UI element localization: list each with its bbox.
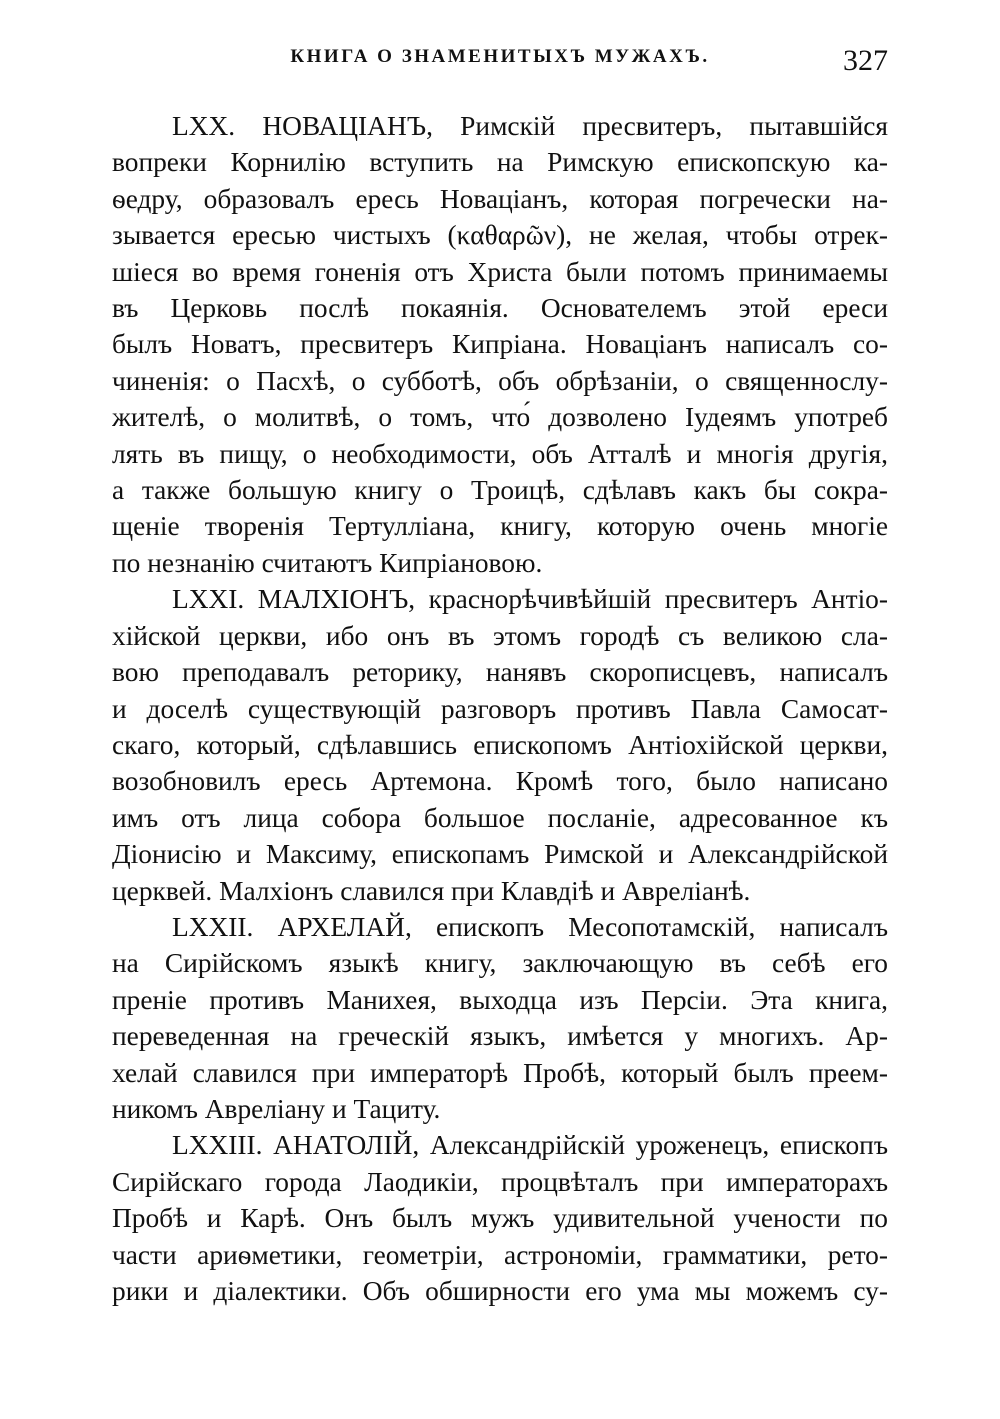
text-line: никомъ Авреліану и Тациту. [112, 1093, 441, 1124]
text-line: LXXIII. АНАТОЛІЙ, Александрійскій уроженецъ, епископъ [172, 1130, 888, 1161]
text-line: церквей. Малхіонъ славился при Клавдіѣ и Авреліанѣ. [112, 875, 751, 906]
paragraph-archelaus [112, 909, 888, 1127]
text-line: ѳедру, образовалъ ересь Новаціанъ, которая погречески на- [112, 183, 888, 214]
paragraph-malchion [112, 581, 888, 909]
running-title: КНИГА О ЗНАМЕНИТЫХЪ МУЖАХЪ. [290, 46, 710, 67]
text-line: чиненія: о Пасхѣ, о субботѣ, объ обрѣзаніи, о священнослу- [112, 365, 888, 396]
text-line: рики и діалектики. Объ обширности его ума мы можемъ су- [112, 1276, 888, 1306]
text-line: щеніе творенія Тертулліана, книгу, которую очень многіе [112, 511, 888, 542]
text-line: зывается ересью чистыхъ (καθαρῶν), не желая, чтобы отрек- [112, 220, 888, 251]
text-line: LXXII. АРХЕЛАЙ, епископъ Месопотамскій, написалъ [172, 911, 888, 942]
text-line: былъ Новатъ, пресвитеръ Кипріана. Новаціанъ написалъ со- [112, 329, 888, 360]
text-line: а также большую книгу о Троицѣ, сдѣлавъ какъ бы сокра- [112, 475, 888, 506]
page-number: 327 [843, 44, 888, 77]
text-line: имъ отъ лица собора большое посланіе, адресованное къ [112, 802, 888, 833]
text-line: возобновилъ ересь Артемона. Кромѣ того, было написано [112, 766, 888, 797]
text-line: по незнанію считаютъ Кипріановою. [112, 547, 543, 578]
text-line: жителѣ, о молитвѣ, о томъ, что́ дозволено Іудеямъ употреб [112, 402, 888, 433]
text-line: шіеся во время гоненія отъ Христа были потомъ принимаемы [112, 256, 888, 287]
paragraph-anatolius [112, 1127, 888, 1309]
text-line: части ариѳметики, геометріи, астрономіи, грамматики, рето- [112, 1239, 888, 1270]
text-line: хійской церкви, ибо онъ въ этомъ городѣ съ великою сла- [112, 620, 888, 651]
text-line: Діонисію и Максиму, епископамъ Римской и Александрійской [112, 839, 888, 870]
paragraph-novatian [112, 108, 888, 581]
body-text [112, 108, 888, 1309]
text-line: на Сирійскомъ языкѣ книгу, заключающую въ себѣ его [112, 948, 888, 979]
page-header [112, 44, 888, 84]
text-line: и доселѣ существующій разговоръ противъ Павла Самосат- [112, 693, 888, 724]
text-line: въ Церковь послѣ покаянія. Основателемъ этой ереси [112, 293, 888, 324]
text-line: вою преподавалъ реторику, нанявъ скорописцевъ, написалъ [112, 657, 888, 688]
text-line: LXX. НОВАЦІАНЪ, Римскій пресвитеръ, пытавшійся [172, 111, 888, 141]
text-line: лять въ пищу, о необходимости, объ Атталѣ и многія другія, [112, 438, 888, 469]
text-line: LXXI. МАЛХІОНЪ, краснорѣчивѣйшій пресвитеръ Антіо- [172, 584, 888, 615]
text-line: Пробѣ и Карѣ. Онъ былъ мужъ удивительной учености по [112, 1203, 888, 1234]
text-line: преніе противъ Манихея, выходца изъ Персіи. Эта книга, [112, 984, 888, 1015]
text-line: вопреки Корнилію вступить на Римскую епископскую ка- [112, 147, 888, 178]
text-line: скаго, который, сдѣлавшись епископомъ Антіохійской церкви, [112, 729, 888, 760]
text-line: хелай славился при императорѣ Пробѣ, который былъ преем- [112, 1057, 888, 1088]
text-line: Сирійскаго города Лаодикіи, процвѣталъ при императорахъ [112, 1166, 888, 1197]
text-line: переведенная на греческій языкъ, имѣется у многихъ. Ар- [112, 1021, 888, 1052]
